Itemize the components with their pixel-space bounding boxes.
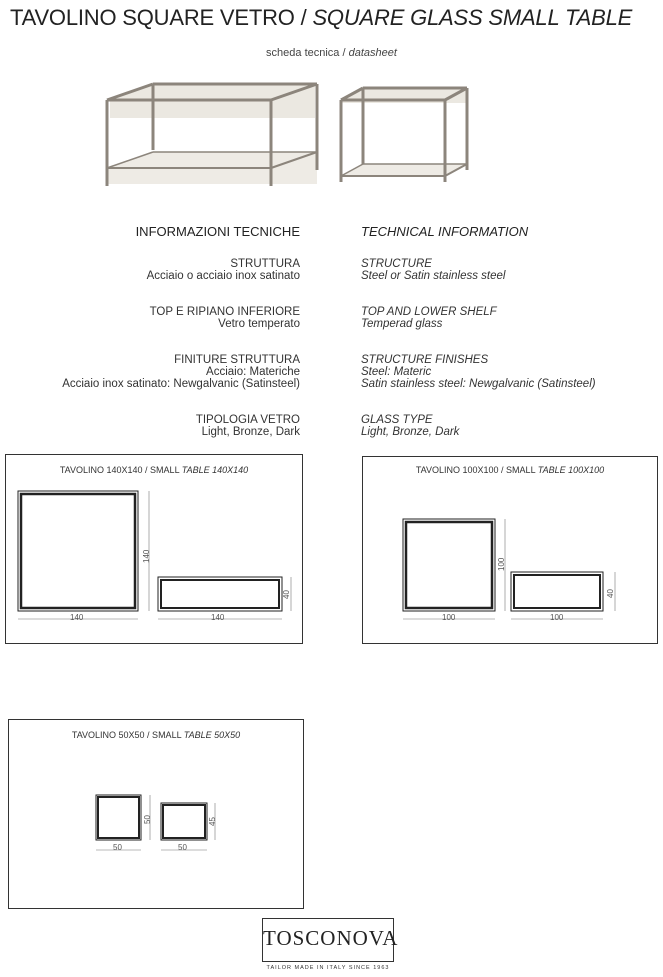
info-label: STRUTTURA [230,258,300,270]
subtitle-english: datasheet [348,47,397,59]
drawing-100-lines [363,457,657,643]
title-english: SQUARE GLASS SMALL TABLE [312,5,633,30]
info-label: STRUCTURE FINISHES [361,354,489,366]
drawing-title-italian: TAVOLINO 140X140 / SMALL [59,465,180,475]
drawing-140-lines [6,455,302,643]
drawing-title-italian: TAVOLINO 50X50 / SMALL [71,730,182,740]
dim-side-height: 40 [606,589,615,598]
info-top-shelf-it [150,306,300,330]
info-value: Vetro temperato [218,318,300,330]
drawing-title-english: TABLE 140X140 [181,465,249,475]
info-label: FINITURE STRUTTURA [174,354,300,366]
brand-tagline: TAILOR MADE IN ITALY SINCE 1963 [266,965,390,971]
info-heading-english: TECHNICAL INFORMATION [361,224,529,239]
info-label: TIPOLOGIA VETRO [195,414,300,426]
product-illustration [95,78,485,198]
info-value: Acciaio o acciaio inox satinato [146,270,300,282]
info-value: Steel or Satin stainless steel [361,270,506,282]
dim-width: 100 [442,613,456,622]
info-label: TOP E RIPIANO INFERIORE [149,306,300,318]
small-table-render [341,88,467,182]
info-glass-type-it [196,414,300,438]
dim-side-height: 45 [208,817,217,826]
drawing-title-english: TABLE 100X100 [537,465,605,475]
dim-depth: 100 [497,557,506,571]
info-finishes-it [62,354,300,390]
title-italian: TAVOLINO SQUARE VETRO / [10,5,307,30]
info-value: Acciaio: Materiche [206,366,300,378]
info-value: Steel: Materic [361,366,432,378]
info-top-shelf-en [361,306,497,330]
subtitle-italian: scheda tecnica / [266,47,346,59]
info-label: GLASS TYPE [361,414,433,426]
info-value: Light, Bronze, Dark [361,426,460,438]
dim-width: 50 [113,843,122,852]
dim-depth: 140 [142,549,151,563]
info-value: Light, Bronze, Dark [201,426,300,438]
info-value: Acciaio inox satinato: Newgalvanic (Satinsteel) [62,378,300,390]
brand-logo [262,918,399,962]
dim-side-width: 100 [550,613,564,622]
drawing-title-italian: TAVOLINO 100X100 / SMALL [415,465,536,475]
info-value: Temperad glass [361,318,443,330]
info-structure-en [361,258,505,282]
drawing-50x50 [8,719,304,909]
drawing-140x140 [5,454,303,644]
info-label: TOP AND LOWER SHELF [361,306,497,318]
info-finishes-en [361,354,596,390]
dim-side-width: 50 [178,843,187,852]
info-glass-type-en [361,414,459,438]
dim-width: 140 [70,613,84,622]
drawing-100x100 [362,456,658,644]
large-table-render [107,84,317,186]
drawing-50-lines [9,720,303,908]
info-heading-italian: INFORMAZIONI TECNICHE [135,224,300,239]
brand-logo-text: TOSCONOVA [263,926,399,950]
page-subtitle [0,47,663,59]
info-structure-it [147,258,300,282]
dim-side-width: 140 [211,613,225,622]
dim-side-height: 40 [282,590,291,599]
info-value: Satin stainless steel: Newgalvanic (Satinsteel) [361,378,596,390]
page-title [10,5,632,31]
drawing-title-english: TABLE 50X50 [183,730,241,740]
dim-depth: 50 [143,815,152,824]
info-label: STRUCTURE [361,258,432,270]
